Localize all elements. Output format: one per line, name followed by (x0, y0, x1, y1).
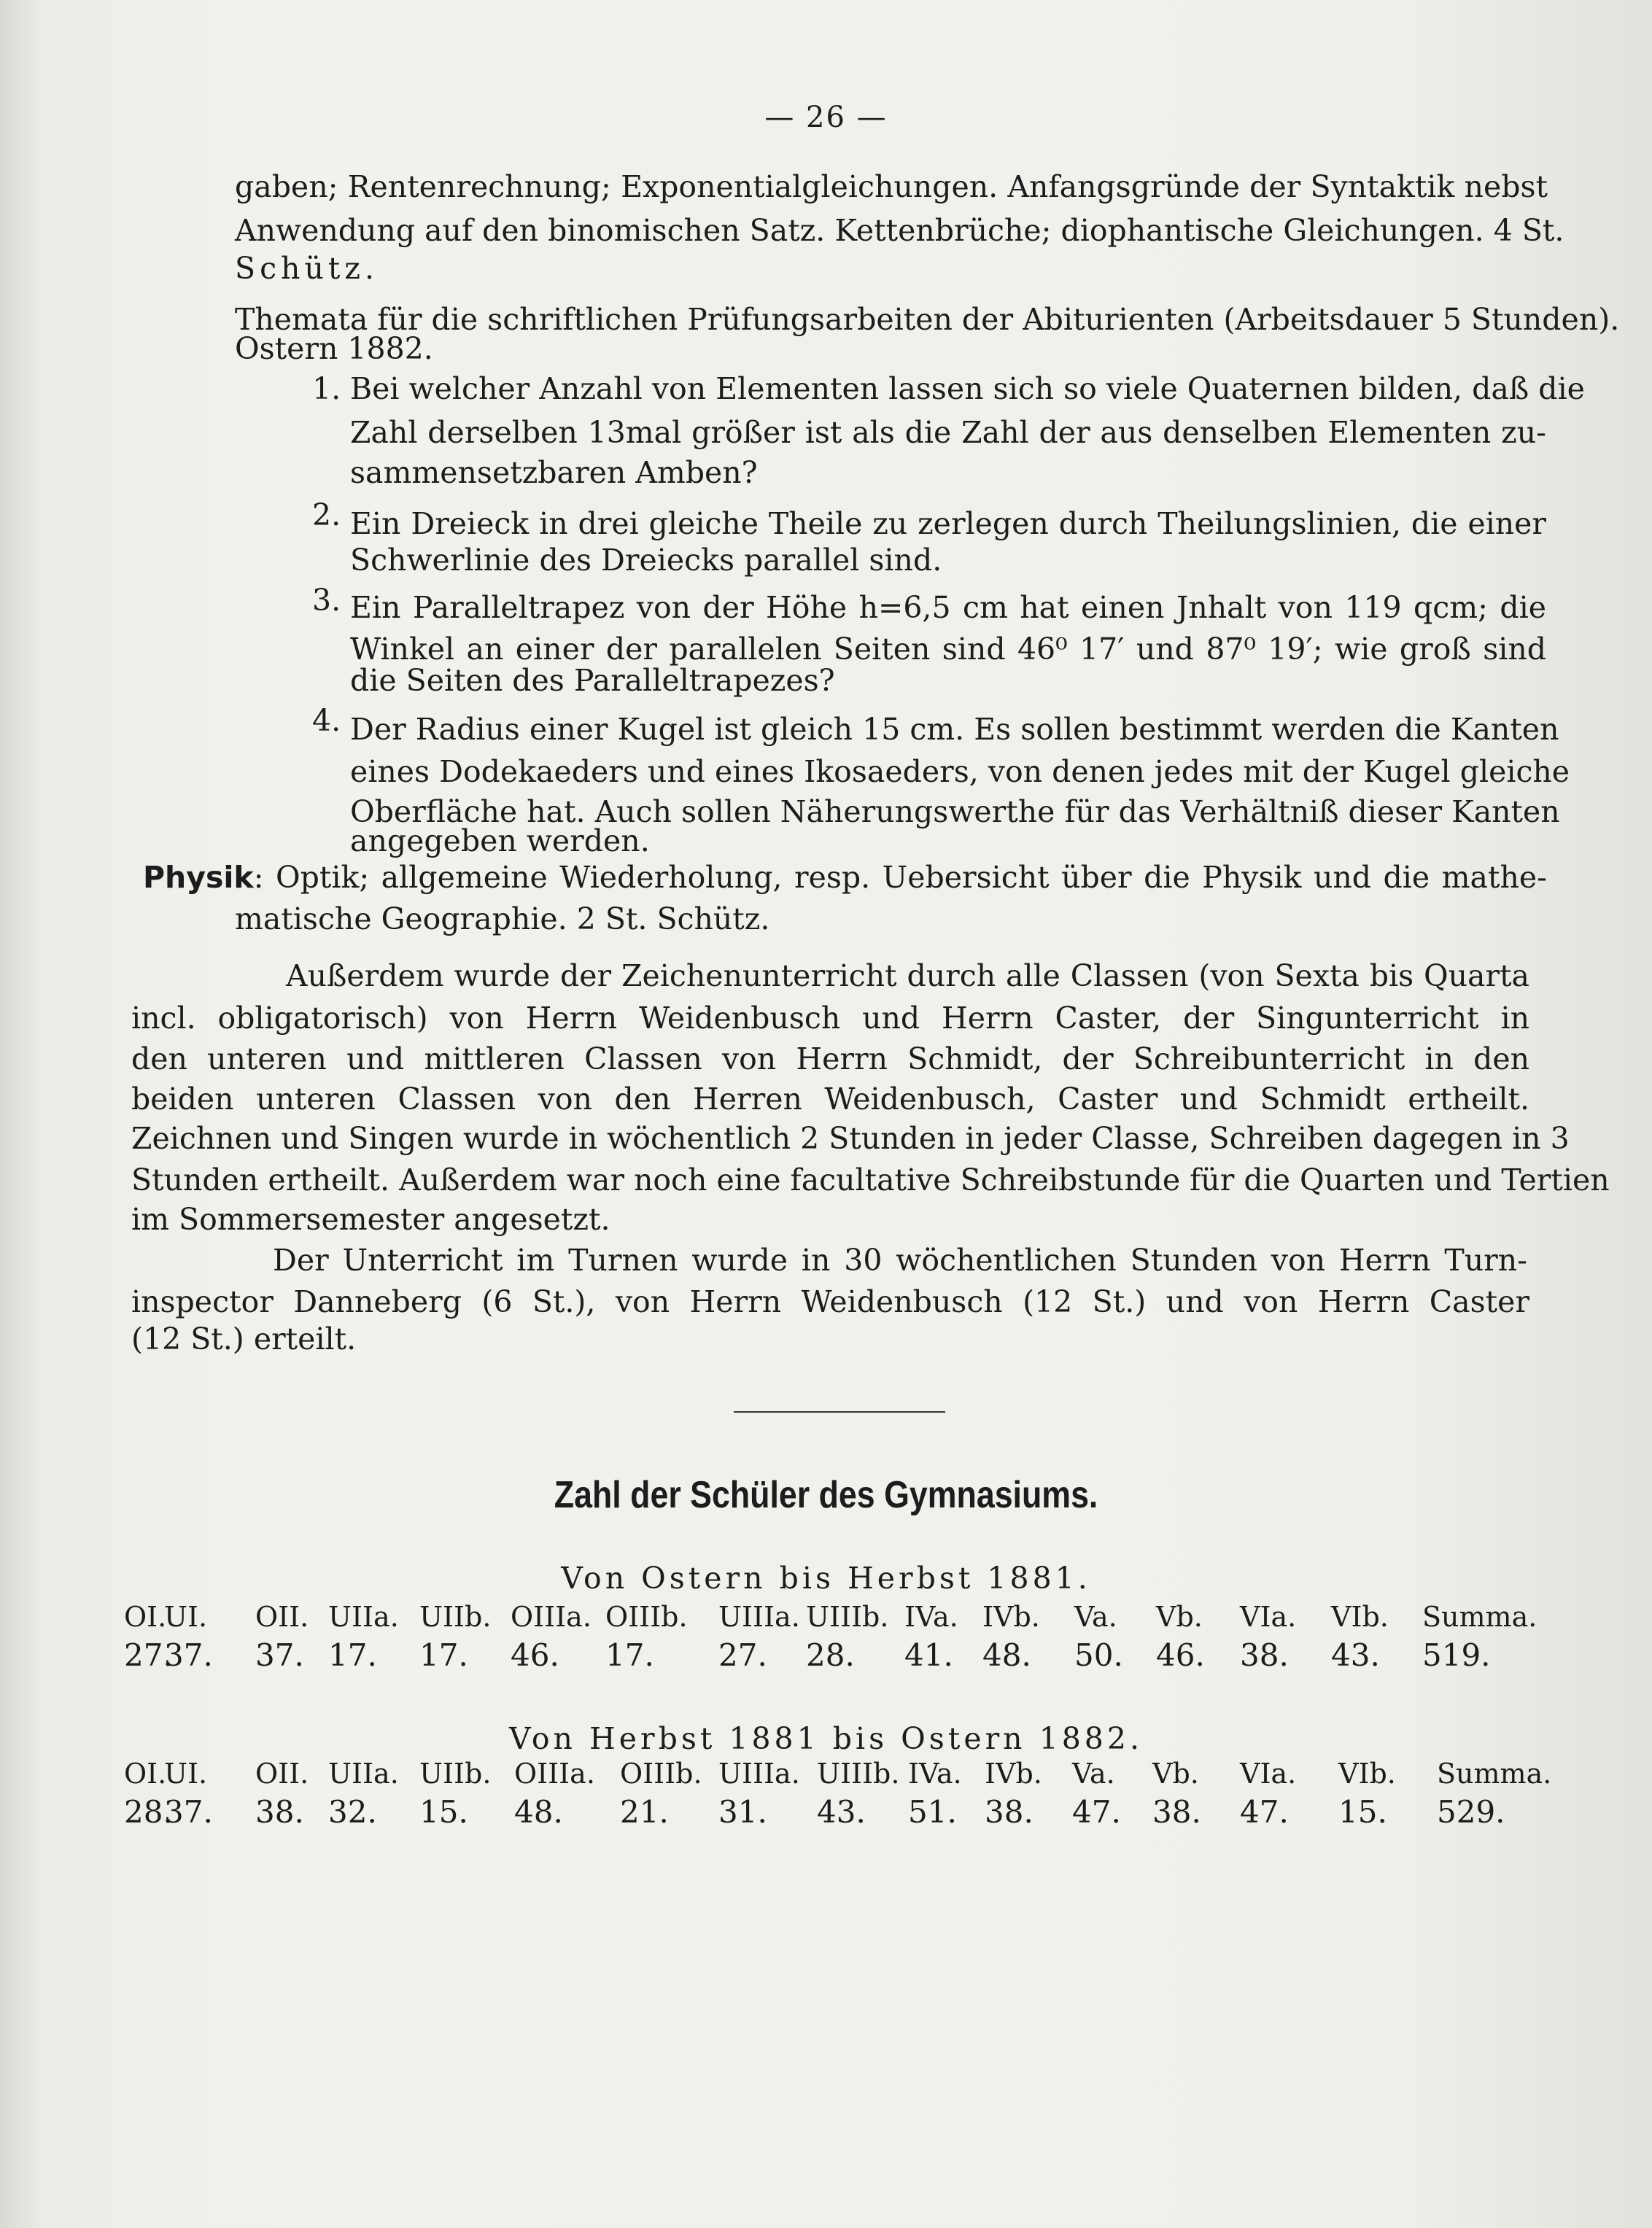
column-header: OIIIa. (511, 1601, 592, 1633)
ausserdem-line: Außerdem wurde der Zeichenunterricht durch alle Classen (von Sexta bis Quarta (286, 958, 1529, 993)
task-line: Ein Paralleltrapez von der Höhe h=6,5 cm hat einen Jnhalt von 119 qcm; die (350, 590, 1546, 625)
column-header: Vb. (1156, 1601, 1203, 1633)
table-cell-value: 48. (514, 1794, 563, 1830)
table-cell-value: 27. (124, 1637, 173, 1673)
table-cell-value: 28. (806, 1637, 855, 1673)
column-header: UI. (164, 1758, 208, 1790)
table-cell-value: 27. (718, 1637, 767, 1673)
section-heading: Zahl der Schüler des Gymnasiums. (554, 1474, 1098, 1516)
table-cell-value: 37. (164, 1637, 213, 1673)
table-cell-value: 47. (1072, 1794, 1121, 1830)
column-header: VIb. (1338, 1758, 1396, 1790)
table-cell-value: 529. (1437, 1794, 1505, 1830)
table-cell-value: 38. (255, 1794, 304, 1830)
task-line: Der Radius einer Kugel ist gleich 15 cm. Es sollen bestimmt werden die Kanten (350, 712, 1559, 747)
task-number: 2. (312, 497, 341, 532)
column-header: Va. (1074, 1601, 1117, 1633)
column-header: Va. (1072, 1758, 1115, 1790)
table-cell-value: 38. (1152, 1794, 1201, 1830)
task-number: 4. (312, 703, 341, 738)
column-header: UIIa. (328, 1758, 399, 1790)
table-cell-value: 51. (908, 1794, 957, 1830)
task-number: 3. (312, 583, 341, 618)
column-header: UIIIb. (817, 1758, 900, 1790)
ausserdem-line: den unteren und mittleren Classen von Herrn Schmidt, der Schreibunterricht in den (131, 1041, 1529, 1076)
column-header: IVb. (985, 1758, 1042, 1790)
table-cell-value: 47. (1240, 1794, 1289, 1830)
column-header: IVb. (982, 1601, 1040, 1633)
task-line: die Seiten des Paralleltrapezes? (350, 663, 835, 698)
ausserdem-line: beiden unteren Classen von den Herren Weidenbusch, Caster und Schmidt ertheilt. (131, 1082, 1529, 1117)
period-title: Von Herbst 1881 bis Ostern 1882. (509, 1721, 1143, 1756)
column-header: VIb. (1331, 1601, 1389, 1633)
column-header: OIIIb. (620, 1758, 702, 1790)
table-cell-value: 46. (1156, 1637, 1205, 1673)
themata-line-1: Themata für die schriftlichen Prüfungsarbeiten der Abiturienten (Arbeitsdauer 5 Stunden). (235, 302, 1620, 337)
column-header: UI. (164, 1601, 208, 1633)
task-line: Schwerlinie des Dreiecks parallel sind. (350, 543, 942, 578)
column-header: OIIIb. (605, 1601, 688, 1633)
table-cell-value: 37. (255, 1637, 304, 1673)
turnen-line: inspector Danneberg (6 St.), von Herrn Weidenbusch (12 St.) und von Herrn Caster (131, 1284, 1529, 1319)
intro-line-3: Schütz. (235, 251, 379, 286)
table-cell-value: 43. (1331, 1637, 1380, 1673)
turnen-line: (12 St.) erteilt. (131, 1321, 357, 1356)
task-line: angegeben werden. (350, 823, 650, 858)
column-header: UIIIa. (718, 1601, 800, 1633)
table-cell-value: 17. (419, 1637, 468, 1673)
table-cell-value: 17. (605, 1637, 654, 1673)
physik-line-1 (143, 857, 1547, 898)
table-cell-value: 28. (124, 1794, 173, 1830)
table-cell-value: 17. (328, 1637, 377, 1673)
column-header: UIIb. (419, 1601, 492, 1633)
column-header: Vb. (1152, 1758, 1199, 1790)
table-cell-value: 21. (620, 1794, 669, 1830)
column-header: OI. (124, 1601, 167, 1633)
column-header: VIa. (1240, 1601, 1297, 1633)
column-header: IVa. (908, 1758, 962, 1790)
task-line: Zahl derselben 13mal größer ist als die Zahl der aus denselben Elementen zu- (350, 415, 1546, 450)
column-header: OII. (255, 1758, 309, 1790)
task-line: Oberfläche hat. Auch sollen Näherungswerthe für das Verhältniß dieser Kanten (350, 794, 1560, 829)
table-cell-value: 38. (985, 1794, 1034, 1830)
task-line: Ein Dreieck in drei gleiche Theile zu zerlegen durch Theilungslinien, die einer (350, 506, 1546, 541)
column-header: OIIIa. (514, 1758, 595, 1790)
ausserdem-line: incl. obligatorisch) von Herrn Weidenbusch und Herrn Caster, der Singunterricht in (131, 1001, 1529, 1036)
column-header: OII. (255, 1601, 309, 1633)
section-divider (734, 1411, 945, 1413)
ausserdem-line: Zeichnen und Singen wurde in wöchentlich 2 Stunden in jeder Classe, Schreiben dagegen in 3 (131, 1121, 1570, 1156)
table-cell-value: 519. (1422, 1637, 1491, 1673)
task-line: sammensetzbaren Amben? (350, 455, 758, 490)
column-header: Summa. (1422, 1601, 1537, 1633)
intro-line-2: Anwendung auf den binomischen Satz. Kettenbrüche; diophantische Gleichungen. 4 St. (235, 213, 1564, 248)
physik-label: Physik (143, 860, 254, 895)
column-header: UIIa. (328, 1601, 399, 1633)
task-number: 1. (312, 371, 341, 406)
table-cell-value: 46. (511, 1637, 559, 1673)
intro-line-1: gaben; Rentenrechnung; Exponentialgleichungen. Anfangsgründe der Syntaktik nebst (235, 169, 1548, 204)
column-header: UIIb. (419, 1758, 492, 1790)
page-number: — 26 — (764, 101, 888, 134)
physik-line-2: matische Geographie. 2 St. Schütz. (235, 901, 770, 936)
ausserdem-line: im Sommersemester angesetzt. (131, 1202, 610, 1237)
table-cell-value: 50. (1074, 1637, 1123, 1673)
turnen-line: Der Unterricht im Turnen wurde in 30 wöchentlichen Stunden von Herrn Turn- (273, 1243, 1527, 1278)
physik-text: : Optik; allgemeine Wiederholung, resp. Uebersicht über die Physik und die mathe- (253, 860, 1547, 895)
table-cell-value: 37. (164, 1794, 213, 1830)
table-cell-value: 15. (1338, 1794, 1387, 1830)
task-line: Bei welcher Anzahl von Elementen lassen sich so viele Quaternen bilden, daß die (350, 371, 1585, 406)
table-cell-value: 43. (817, 1794, 866, 1830)
table-cell-value: 32. (328, 1794, 377, 1830)
period-title: Von Ostern bis Herbst 1881. (561, 1561, 1091, 1596)
column-header: UIIIa. (718, 1758, 800, 1790)
table-cell-value: 48. (982, 1637, 1031, 1673)
column-header: OI. (124, 1758, 167, 1790)
task-line: Winkel an einer der parallelen Seiten sind 46⁰ 17′ und 87⁰ 19′; wie groß sind (350, 632, 1546, 667)
column-header: VIa. (1240, 1758, 1297, 1790)
column-header: IVa. (904, 1601, 958, 1633)
ausserdem-line: Stunden ertheilt. Außerdem war noch eine facultative Schreibstunde für die Quarten und Tertien (131, 1162, 1610, 1198)
table-cell-value: 38. (1240, 1637, 1289, 1673)
task-line: eines Dodekaeders und eines Ikosaeders, von denen jedes mit der Kugel gleiche (350, 754, 1570, 789)
column-header: Summa. (1437, 1758, 1552, 1790)
column-header: UIIIb. (806, 1601, 889, 1633)
table-cell-value: 31. (718, 1794, 767, 1830)
table-cell-value: 15. (419, 1794, 468, 1830)
themata-line-2: Ostern 1882. (235, 331, 433, 366)
table-cell-value: 41. (904, 1637, 953, 1673)
